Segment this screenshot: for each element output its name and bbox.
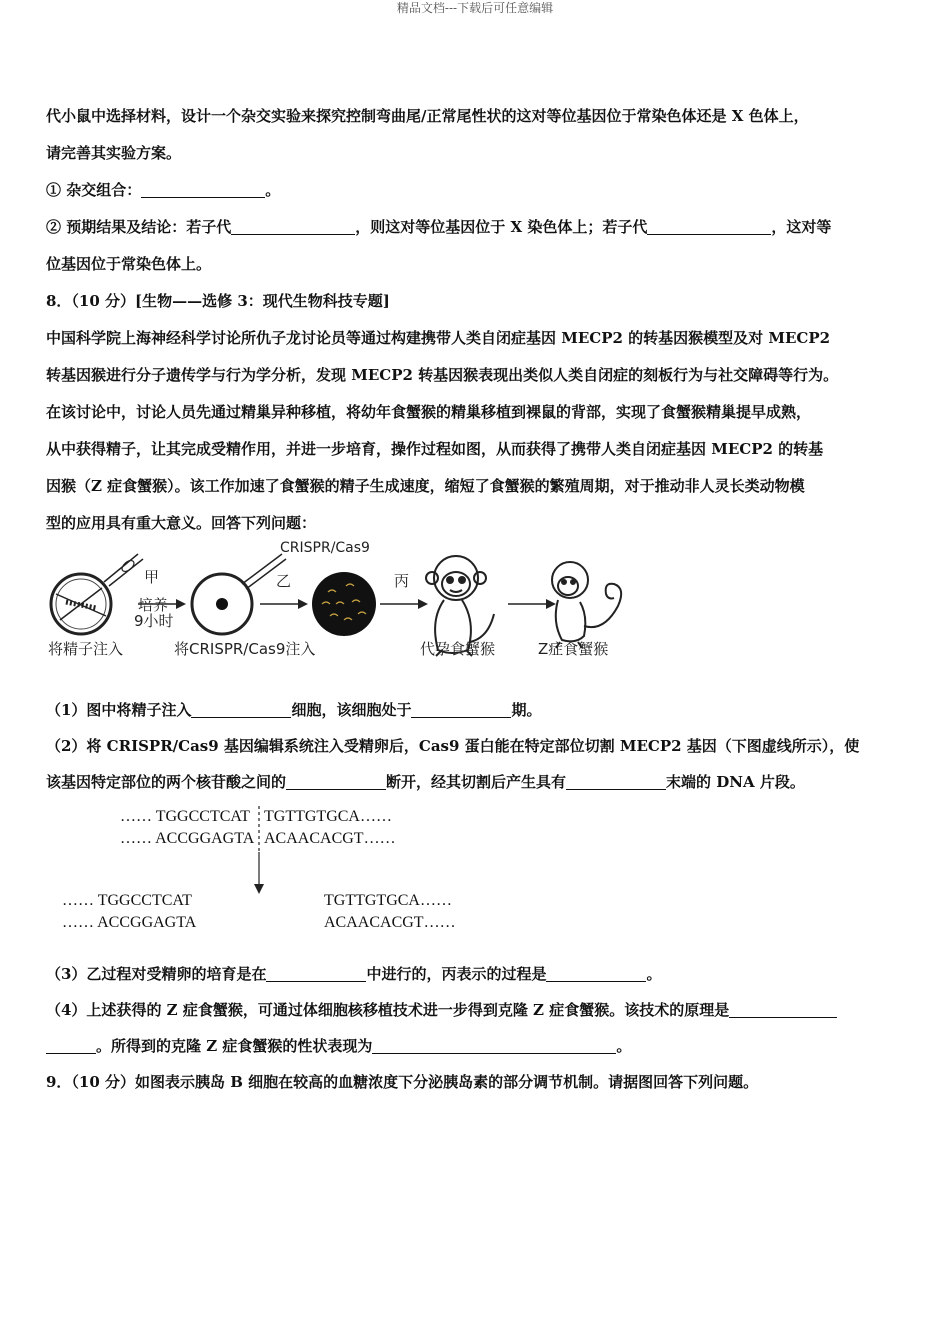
q8-para-line: 在该讨论中，讨论人员先通过精巢异种移植，将幼年食蟹猴的精巢移植到裸鼠的背部，实现了食蟹猴精巢提早成熟， xyxy=(46,403,812,421)
dna-bot-left-1: …… TGGCCTCAT xyxy=(62,892,192,909)
dna-top-right-2: ACAACACGT…… xyxy=(264,830,396,847)
q7-item2-prefix: ② 预期结果及结论：若子代 xyxy=(46,218,232,236)
q8-para-line: 从中获得精子，让其完成受精作用，并进一步培育，操作过程如图，从而获得了携带人类自闭症基因 MECP2 的转基 xyxy=(46,440,824,458)
q8-sub4-line2 xyxy=(46,1028,908,1064)
q8-sub2-prefix: 该基因特定部位的两个核苷酸之间的 xyxy=(46,773,287,791)
process-figure xyxy=(46,542,908,692)
answer-blank[interactable] xyxy=(286,771,386,790)
caption-sperm: 将精子注入 xyxy=(48,640,124,658)
q8-sub1-mid: 细胞，该细胞处于 xyxy=(291,701,412,719)
q7-item1 xyxy=(46,172,908,209)
answer-blank[interactable] xyxy=(566,771,666,790)
page-header: 精品文档---下载后可任意编辑 xyxy=(396,1,554,15)
z-monkey-icon xyxy=(552,562,621,648)
arrow-icon xyxy=(380,599,428,609)
q7-item2 xyxy=(46,209,908,246)
q8-sub2-mid: 断开，经其切割后产生具有 xyxy=(386,773,567,791)
answer-blank[interactable] xyxy=(546,963,646,982)
answer-blank[interactable] xyxy=(191,699,291,718)
oocyte-icon xyxy=(51,554,143,634)
yi-label: 乙 xyxy=(276,572,292,590)
culture-time-label: 9小时 xyxy=(134,612,174,630)
q8-sub2-line1: （2）将 CRISPR/Cas9 基因编辑系统注入受精卵后，Cas9 蛋白能在特定部位切割 MECP2 基因（下图虚线所示），使 xyxy=(46,737,860,755)
answer-blank[interactable] xyxy=(411,699,511,718)
q8-para-line: 因猴（Z 症食蟹猴）。该工作加速了食蟹猴的精子生成速度，缩短了食蟹猴的繁殖周期，对于推动非人灵长类动物模 xyxy=(46,477,805,495)
dna-bot-right-1: TGTTGTGCA…… xyxy=(324,892,452,909)
q8-sub3-prefix: （3）乙过程对受精卵的培育是在 xyxy=(46,965,267,983)
q7-item1-suffix: 。 xyxy=(265,181,281,199)
q8-sub1 xyxy=(46,692,908,728)
q7-item1-prefix: ① 杂交组合： xyxy=(46,181,142,199)
answer-blank[interactable] xyxy=(647,216,771,235)
q8-sub2-suffix: 末端的 DNA 片段。 xyxy=(666,773,805,791)
q8-sub4-line1 xyxy=(46,992,908,1028)
q8-sub3-mid: 中进行的，丙表示的过程是 xyxy=(366,965,547,983)
culture-label: 培养 xyxy=(138,596,169,614)
dna-top-left-1: …… TGGCCTCAT xyxy=(120,808,250,825)
bing-label: 丙 xyxy=(394,572,410,590)
jia-label: 甲 xyxy=(144,568,160,586)
dna-cut-figure xyxy=(46,800,908,956)
caption-z-monkey: Z症食蟹猴 xyxy=(538,640,609,658)
q8-para-line: 型的应用具有重大意义。回答下列问题： xyxy=(46,514,317,532)
dna-top-left-2: …… ACCGGAGTA xyxy=(120,830,255,847)
q8-sub4-line2-suffix: 。 xyxy=(616,1037,632,1055)
dna-bot-right-2: ACAACACGT…… xyxy=(324,914,456,931)
arrow-icon xyxy=(260,599,308,609)
q8-para-line: 中国科学院上海神经科学讨论所仇子龙讨论员等通过构建携带人类自闭症基因 MECP2 的转基因猴模型及对 MECP2 xyxy=(46,329,831,347)
q8-para-line: 转基因猴进行分子遗传学与行为学分析，发现 MECP2 转基因猴表现出类似人类自闭症的刻板行为与社交障碍等行为。 xyxy=(46,366,839,384)
document-body xyxy=(46,98,908,1100)
q8-sub4-line1-text: （4）上述获得的 Z 症食蟹猴，可通过体细胞核移植技术进一步得到克隆 Z 症食蟹猴。该技术的原理是 xyxy=(46,1001,730,1019)
answer-blank[interactable] xyxy=(729,999,837,1018)
q8-sub3-suffix: 。 xyxy=(646,965,662,983)
q8-sub1-suffix: 期。 xyxy=(511,701,542,719)
embryo-icon xyxy=(312,572,376,636)
zygote-icon xyxy=(192,554,286,634)
answer-blank[interactable] xyxy=(372,1035,616,1054)
crispr-label: CRISPR/Cas9 xyxy=(280,540,370,556)
caption-surrogate: 代孕食蟹猴 xyxy=(420,640,496,658)
q7-line1: 代小鼠中选择材料，设计一个杂交实验来探究控制弯曲尾/正常尾性状的这对等位基因位于常染色体还是 X 色体上， xyxy=(46,107,809,125)
q7-item2-suffix: ，这对等 xyxy=(771,218,832,236)
down-arrow-icon xyxy=(254,884,264,894)
caption-crispr: 将CRISPR/Cas9注入 xyxy=(174,640,316,658)
q8-sub1-prefix: （1）图中将精子注入 xyxy=(46,701,192,719)
dna-bot-left-2: …… ACCGGAGTA xyxy=(62,914,197,931)
answer-blank[interactable] xyxy=(141,179,265,198)
q8-sub4-line2-mid: 。所得到的克隆 Z 症食蟹猴的性状表现为 xyxy=(96,1037,373,1055)
answer-blank[interactable] xyxy=(266,963,366,982)
q8-sub2-line2 xyxy=(46,764,908,800)
q8-sub3 xyxy=(46,956,908,992)
answer-blank[interactable] xyxy=(46,1035,96,1054)
q8-title: 8．（10 分）[生物——选修 3：现代生物科技专题] xyxy=(46,292,390,310)
dna-top-right-1: TGTTGTGCA…… xyxy=(264,808,392,825)
q7-line2: 请完善其实验方案。 xyxy=(46,144,182,162)
arrow-icon xyxy=(508,599,556,609)
q9-title: 9．（10 分）如图表示胰岛 B 细胞在较高的血糖浓度下分泌胰岛素的部分调节机制。请据图回答下列问题。 xyxy=(46,1073,759,1091)
answer-blank[interactable] xyxy=(231,216,355,235)
q7-item2-mid: ，则这对等位基因位于 X 染色体上；若子代 xyxy=(355,218,648,236)
q7-item2-line2: 位基因位于常染色体上。 xyxy=(46,255,212,273)
